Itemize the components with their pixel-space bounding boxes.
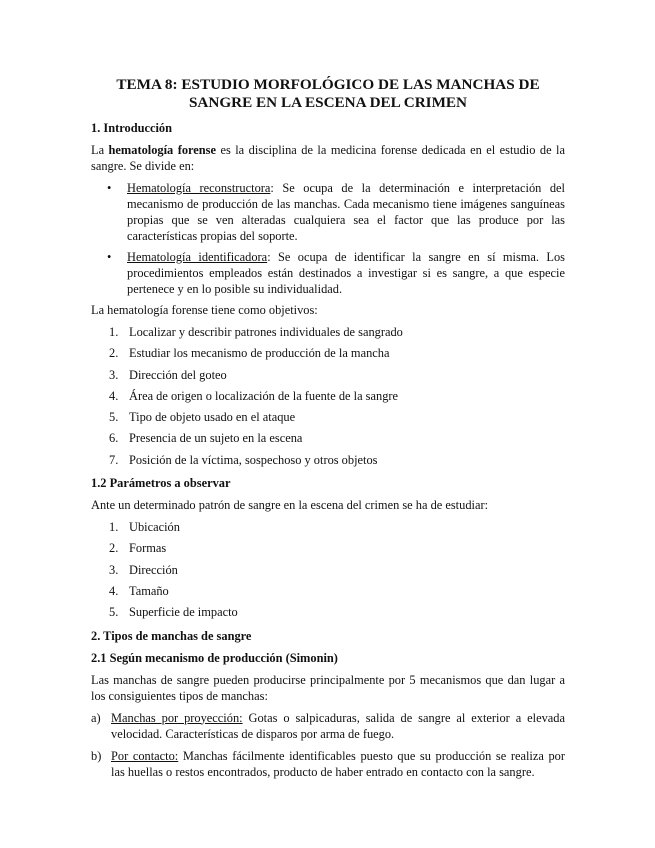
list-item — [91, 430, 565, 451]
intro-post: es la disciplina de la medicina forense dedicada en el estudio de la sangre. Se divide en: — [91, 143, 565, 173]
list-number: 1. — [109, 325, 119, 339]
objectives-intro: La hematología forense tiene como objetivos: — [91, 303, 318, 317]
list-item — [91, 345, 565, 366]
list-item — [91, 604, 565, 625]
section-heading-types: 2. Tipos de manchas de sangre — [91, 628, 252, 643]
list-number: 6. — [109, 431, 119, 446]
intro-bold-term: hematología forense — [108, 143, 216, 157]
list-text: Presencia de un sujeto en la escena — [129, 431, 303, 446]
list-letter: a) — [91, 710, 101, 725]
document-content — [91, 76, 565, 786]
list-item — [91, 583, 565, 604]
bullet-term: Hematología identificadora — [127, 250, 268, 264]
section-heading-intro: 1. Introducción — [91, 121, 173, 135]
bullet-icon: • — [107, 181, 112, 195]
objectives-list — [91, 324, 565, 473]
list-item — [91, 324, 565, 345]
bullet-item — [107, 249, 565, 297]
list-text: Posición de la víctima, sospechoso y otros objetos — [129, 452, 378, 467]
list-number: 4. — [109, 388, 119, 403]
list-text: Área de origen o localización de la fuente de la sangre — [129, 388, 399, 403]
list-item — [91, 540, 565, 561]
list-number: 2. — [109, 346, 119, 361]
list-text: Gotas o salpicaduras, salida de sangre al exterior a elevada velocidad. Características de disparos por arma de fuego. — [111, 710, 565, 741]
list-item — [91, 562, 565, 583]
intro-paragraph — [91, 142, 565, 174]
bullet-item — [107, 180, 565, 244]
list-text: Manchas fácilmente identificables puesto que su producción se realiza por las huellas o restos encontrados, producto de haber entrado en contacto con la sangre. — [111, 748, 565, 779]
list-text: Tamaño — [129, 583, 169, 598]
list-number: 5. — [109, 605, 119, 620]
list-term: Manchas por proyección: — [111, 710, 243, 725]
list-item — [91, 367, 565, 388]
list-text: Localizar y describir patrones individuales de sangrado — [129, 325, 403, 339]
list-term: Por contacto: — [111, 748, 179, 763]
list-item — [91, 519, 565, 540]
bullet-term: Hematología reconstructora — [127, 181, 271, 195]
list-text: Estudiar los mecanismo de producción de la mancha — [129, 346, 390, 361]
list-text: Tipo de objeto usado en el ataque — [129, 410, 296, 425]
intro-pre: La — [91, 143, 109, 157]
list-text: Dirección del goteo — [129, 367, 227, 382]
list-item — [91, 710, 565, 742]
list-number: 5. — [109, 410, 119, 425]
list-number: 3. — [109, 367, 119, 382]
bullet-text: : Se ocupa de la determinación e interpretación del mecanismo de producción de las manchas. Cada mecanismo tiene imágenes sanguíneas propias que se ven alteradas cualquiera sea el factor que las produce por las características propias del soporte. — [127, 181, 565, 243]
subsection-heading-mechanism: 2.1 Según mecanismo de producción (Simonin) — [91, 650, 338, 665]
params-list — [91, 519, 565, 625]
division-bullet-list — [91, 180, 565, 297]
page-title: TEMA 8: ESTUDIO MORFOLÓGICO DE LAS MANCHAS DE SANGRE EN LA ESCENA DEL CRIMEN — [116, 76, 540, 111]
types-intro: Las manchas de sangre pueden producirse principalmente por 5 mecanismos que dan lugar a los consiguientes tipos de manchas: — [91, 672, 565, 703]
section-heading-params: 1.2 Parámetros a observar — [91, 476, 231, 491]
list-item — [91, 409, 565, 430]
list-item — [91, 748, 565, 780]
list-text: Ubicación — [129, 520, 180, 535]
list-number: 7. — [109, 452, 119, 467]
bullet-text: : Se ocupa de identificar la sangre en sí misma. Los procedimientos empleados están destinados a investigar si es sangre, a que especie pertenece y en lo posible su individualidad. — [127, 250, 565, 296]
mechanism-list — [91, 710, 565, 780]
list-text: Superficie de impacto — [129, 605, 238, 620]
list-number: 4. — [109, 583, 119, 598]
list-text: Dirección — [129, 562, 178, 577]
list-letter: b) — [91, 748, 102, 763]
params-intro: Ante un determinado patrón de sangre en la escena del crimen se ha de estudiar: — [91, 498, 489, 513]
list-item — [91, 388, 565, 409]
bullet-icon: • — [107, 250, 112, 264]
list-number: 2. — [109, 541, 119, 556]
list-number: 3. — [109, 562, 119, 577]
list-item — [91, 452, 565, 473]
list-number: 1. — [109, 520, 119, 535]
list-text: Formas — [129, 541, 167, 556]
